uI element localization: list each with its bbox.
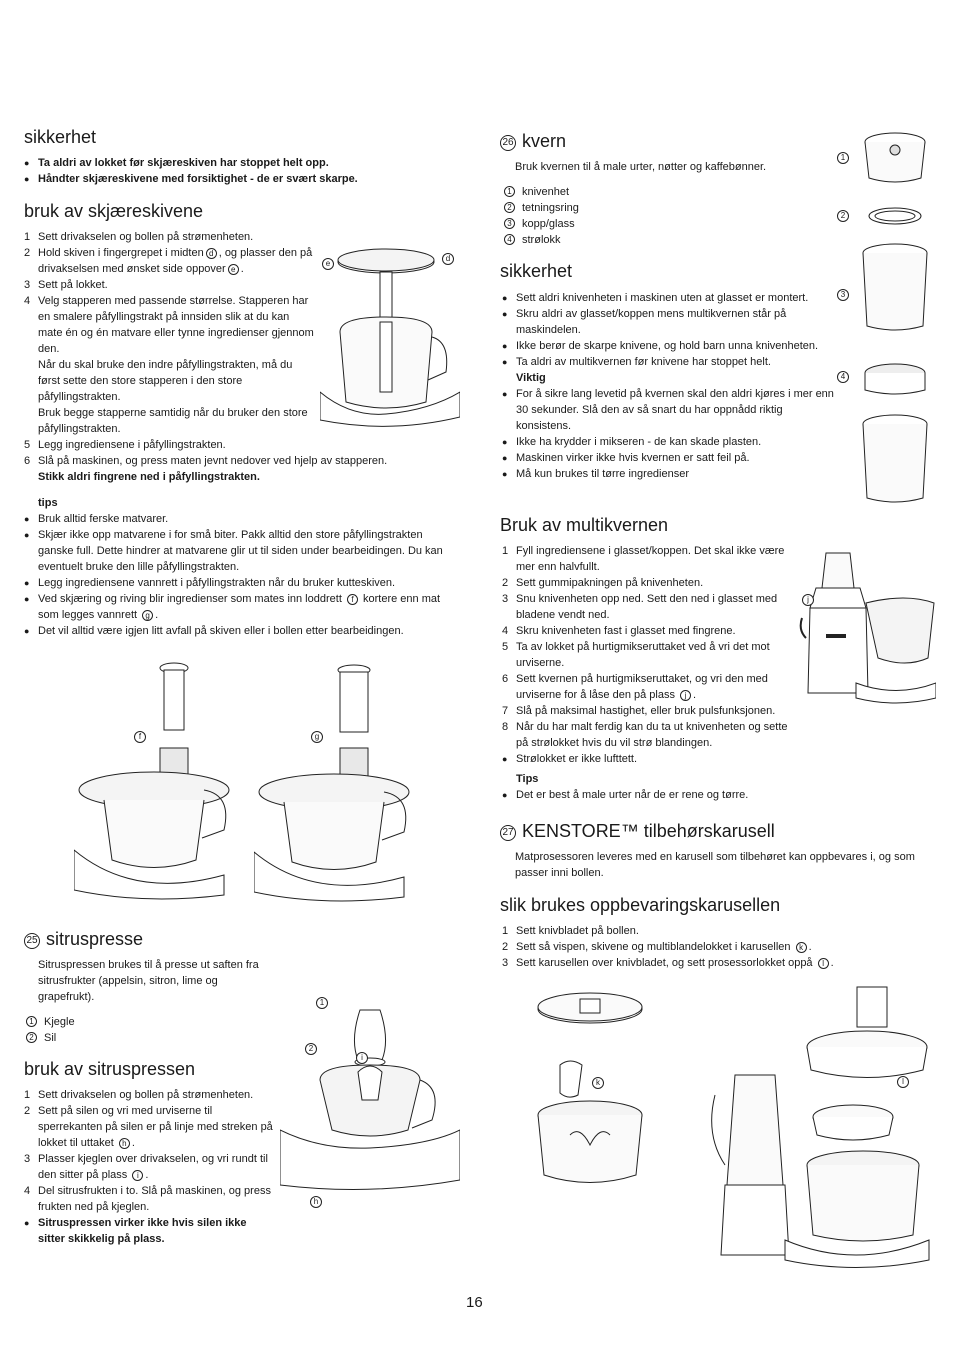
callout-j: j — [680, 690, 691, 701]
list-item: 6 Slå på maskinen, og press maten jevnt nedover ved hjelp av stapperen. Stikk aldri fingrene ned i påfyllingstrakten. — [24, 455, 388, 483]
slicing-steps-cont — [24, 437, 444, 485]
slicing-heading: bruk av skjæreskivene — [24, 201, 204, 221]
list-item: 4 Del sitrusfrukten i to. Slå på maskinen, og press frukten ned på kjeglen. — [24, 1185, 271, 1213]
list-item: ● Legg ingrediensene vannrett i påfyllingstrakten når du bruker kutteskiven. — [24, 575, 454, 591]
list-item: ● Ikke ha krydder i mikseren - de kan skade plasten. — [502, 434, 834, 450]
list-item: ● For å sikre lang levetid på kvernen skal den aldri kjøres i mer enn 30 sekunder. Slå den av så snart du har oppnådd riktig konsistens. — [502, 386, 834, 434]
mill-parts — [502, 184, 702, 248]
callout-l: l — [897, 1076, 909, 1088]
important-title: Viktig — [516, 372, 546, 384]
callout-3: 3 — [837, 289, 849, 301]
callout-i: i — [356, 1052, 368, 1064]
list-item: ● Ta aldri av multikvernen før knivene har stoppet helt. — [502, 354, 834, 370]
citrus-parts — [24, 1014, 224, 1046]
list-item: 3 kopp/glass — [502, 216, 702, 232]
callout-1: 1 — [316, 997, 328, 1009]
list-item: 1 Sett drivakselen og bollen på strømenheten. — [24, 231, 254, 243]
list-item: 2 Sett på silen og vri med urviserne til sperrekanten på silen er på linje med streken på lokket til uttaket h . — [24, 1105, 273, 1149]
callout-d: d — [206, 248, 217, 259]
callout-h: h — [119, 1138, 130, 1149]
mill-on-machine-illustration — [796, 548, 936, 708]
feed-tube-illustration-f — [74, 660, 254, 900]
list-item: ● Strølokket er ikke lufttett. — [502, 751, 792, 767]
callout-d: d — [442, 253, 454, 265]
mill-heading: 26 kvern — [500, 130, 566, 152]
carousel-heading: slik brukes oppbevaringskarusellen — [500, 895, 781, 915]
callout-i: i — [132, 1170, 143, 1181]
list-item: 1 knivenhet — [502, 184, 702, 200]
list-item: 7 Slå på maksimal hastighet, eller bruk pulsfunksjonen. — [502, 705, 776, 717]
carousel-steps — [502, 923, 922, 971]
tips-list — [24, 511, 454, 639]
list-item: ● Skjær ikke opp matvarene i for små biter. Pakk alltid den store påfyllingstrakten ganske full. Dette hindrer at matvarene glir ut til siden under bearbeidingen. Du kan eventuelt bruke den lille påfyllingstrakten. — [24, 527, 454, 575]
callout-k: k — [796, 942, 807, 953]
callout-k: k — [592, 1077, 604, 1089]
citrus-steps — [24, 1087, 276, 1247]
list-item: 8 Når du har malt ferdig kan du ta ut knivenheten og sette på strølokket hvis du vil strø blandingen. — [502, 721, 788, 749]
callout-f: f — [347, 594, 358, 605]
list-item: ● Ikke berør de skarpe knivene, og hold barn unna knivenheten. — [502, 338, 834, 354]
list-item: 1 Sett knivbladet på bollen. — [502, 925, 639, 937]
list-item: 1 Sett drivakselen og bollen på strømenheten. — [24, 1089, 254, 1101]
section-number: 27 — [500, 825, 516, 841]
callout-e: e — [228, 264, 239, 275]
list-item: ● Maskinen virker ikke hvis kvernen er satt feil på. — [502, 450, 834, 466]
list-item: ● Det er best å male urter når de er rene og tørre. — [502, 787, 792, 803]
list-item: 4 Velg stapperen med passende størrelse. Stapperen har en smalere påfyllingstrakt på innsiden slik at du kan mate én og én matvare eller tynne ingredienser gjennom den. Når du skal bruke den indre påfyllingstrakten, må du først sette den store stapperen i den store påfyllingstrakten. Bruk begge stapperne samtidig når du bruker den store påfyllingstrakten. — [24, 295, 314, 435]
list-item: 4 strølokk — [502, 232, 702, 248]
list-item: 4 Skru knivenheten fast i glasset med fingrene. — [502, 625, 736, 637]
tips-title: Tips — [516, 773, 539, 785]
list-item: 3 Plasser kjeglen over drivakselen, og vri rundt til den sitter på plass i . — [24, 1153, 268, 1181]
list-item: 2 Sett gummipakningen på knivenheten. — [502, 577, 704, 589]
list-item: 3 Snu knivenheten opp ned. Sett den ned i glasset med bladene vendt ned. — [502, 593, 778, 621]
kenstore-assembly-illustration — [705, 985, 930, 1270]
callout-l: l — [818, 958, 829, 969]
list-item: 5 Legg ingrediensene i påfyllingstrakten. — [24, 439, 226, 451]
callout-j: j — [802, 594, 814, 606]
slicing-disc-illustration — [320, 242, 460, 432]
list-item: 1 Fyll ingrediensene i glasset/koppen. Det skal ikke være mer enn halvfullt. — [502, 545, 785, 573]
list-item: 2 Sett så vispen, skivene og multiblandelokket i karusellen k . — [502, 941, 812, 953]
safety-heading: sikkerhet — [24, 127, 97, 147]
list-item: ● Det vil alltid være igjen litt avfall på skiven eller i bollen etter bearbeidingen. — [24, 623, 454, 639]
list-item: ● Ved skjæring og riving blir ingredienser som mates inn loddrett f kortere enn mat som legges vannrett g . — [24, 591, 454, 623]
list-item: 2 Sil — [24, 1030, 224, 1046]
section-number: 26 — [500, 135, 516, 151]
list-item: 1 Kjegle — [24, 1014, 224, 1030]
slicing-steps — [24, 229, 314, 437]
list-item: 3 Sett på lokket. — [24, 279, 108, 291]
safety2-heading: sikkerhet — [500, 261, 573, 281]
list-item: ● Håndter skjæreskivene med forsiktighet - de er svært skarpe. — [24, 171, 454, 187]
callout-1: 1 — [837, 152, 849, 164]
mill-parts-illustration — [855, 128, 935, 508]
list-item: ● Bruk alltid ferske matvarer. — [24, 511, 454, 527]
feed-tube-illustration-g — [254, 662, 434, 902]
callout-g: g — [311, 731, 323, 743]
list-item: 2 tetningsring — [502, 200, 702, 216]
callout-h: h — [310, 1196, 322, 1208]
safety-list — [24, 155, 454, 187]
list-item: ● Må kun brukes til tørre ingredienser — [502, 466, 834, 482]
mill-use-heading: Bruk av multikvernen — [500, 515, 669, 535]
list-item: 5 Ta av lokket på hurtigmikseruttaket ved å vri det mot urviserne. — [502, 641, 770, 669]
callout-g: g — [142, 610, 153, 621]
safety2-list — [502, 290, 834, 482]
list-item: ● Skru aldri av glasset/koppen mens multikvernen står på maskindelen. — [502, 306, 834, 338]
citrus-heading: 25 sitruspresse — [24, 928, 143, 950]
kenstore-intro: Matprosessoren leveres med en karusell som tilbehøret kan oppbevares i, og som passer inni bollen. — [515, 851, 915, 879]
callout-e: e — [322, 258, 334, 270]
citrus-press-illustration — [280, 1000, 460, 1200]
section-number: 25 — [24, 933, 40, 949]
page-number: 16 — [466, 1294, 483, 1311]
mill-steps — [502, 543, 792, 803]
carousel-in-bowl-illustration — [530, 985, 650, 1205]
citrus-intro: Sitruspressen brukes til å presse ut saften fra sitrusfrukter (appelsin, sitron, lime og grapefrukt). — [38, 959, 259, 1003]
callout-f: f — [134, 731, 146, 743]
callout-2: 2 — [305, 1043, 317, 1055]
callout-2: 2 — [837, 210, 849, 222]
citrus-use-heading: bruk av sitruspressen — [24, 1059, 196, 1079]
mill-intro: Bruk kvernen til å male urter, nøtter og kaffebønner. — [515, 161, 767, 173]
kenstore-heading: 27 KENSTORE™ tilbehørskarusell — [500, 820, 775, 842]
list-item: 3 Sett karusellen over knivbladet, og sett prosessorlokket oppå l . — [502, 957, 834, 969]
list-item: 6 Sett kvernen på hurtigmikseruttaket, og vri den med urviserne for å låse den på plass j . — [502, 673, 768, 701]
list-item: 2 Hold skiven i fingergrepet i midten d , og plasser den på drivakselsen med ønsket side oppover e . — [24, 247, 313, 275]
list-item: ● Sitruspressen virker ikke hvis silen ikke sitter skikkelig på plass. — [24, 1215, 276, 1247]
callout-4: 4 — [837, 371, 849, 383]
list-item: ● Ta aldri av lokket før skjæreskiven har stoppet helt opp. — [24, 155, 454, 171]
list-item: ● Sett aldri knivenheten i maskinen uten at glasset er montert. — [502, 290, 834, 306]
tips-title: tips — [38, 497, 58, 509]
